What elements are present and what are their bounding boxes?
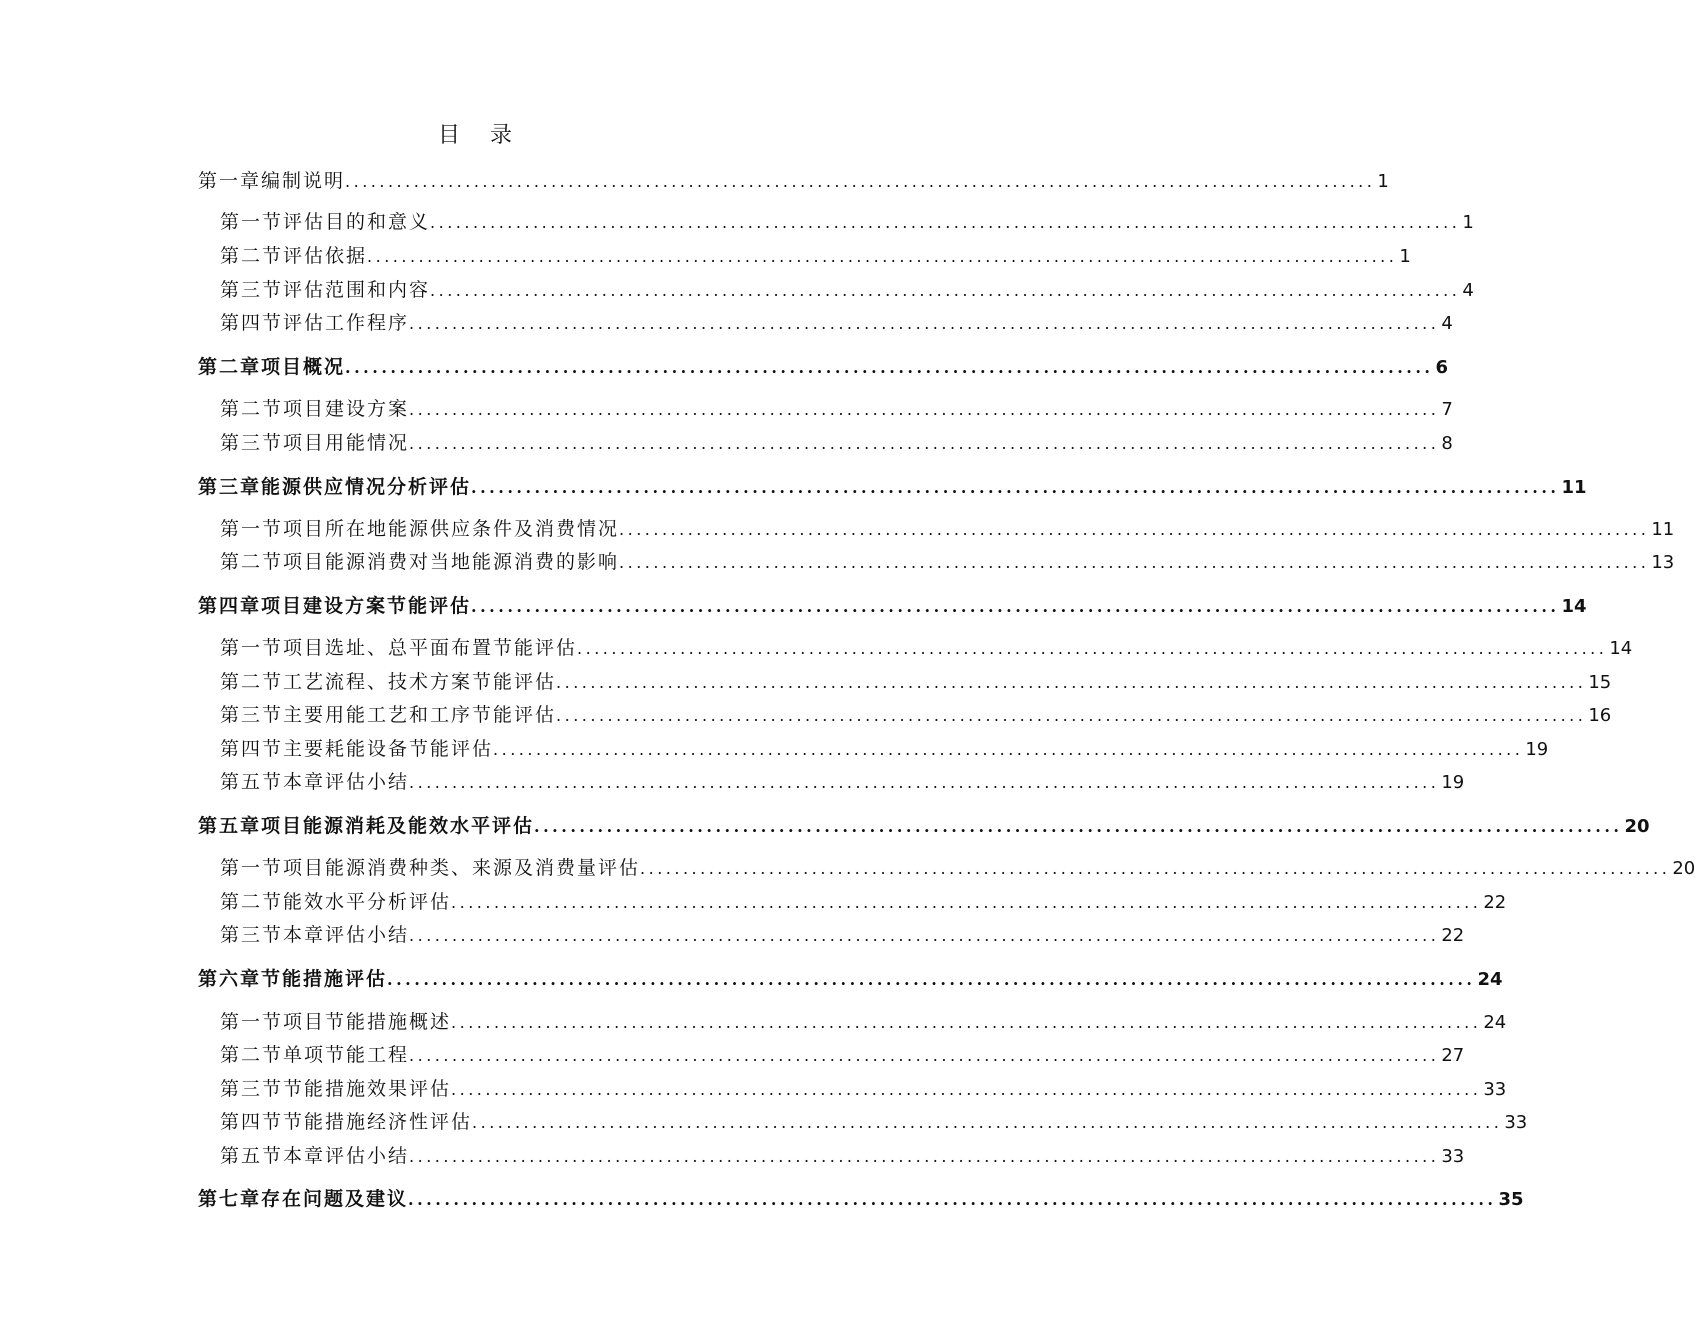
toc-page-number: 19 [1525,739,1549,760]
toc-entry-label: 第一节 [220,637,284,659]
toc-page-number: 6 [1435,357,1448,378]
toc-entry-title: 工艺流程、技术方案节能评估 [283,671,557,693]
toc-page-number: 1 [1377,171,1389,192]
toc-section-entry[interactable] [220,394,1453,421]
toc-entry-title: 项目能源消费对当地能源消费的影响 [283,551,620,573]
toc-entry-title: 本章评估小结 [283,924,410,946]
toc-entry-label: 第五节 [220,1145,284,1167]
toc-entry-title: 项目概况 [261,356,346,378]
toc-page-number: 20 [1672,858,1695,879]
toc-page-number: 33 [1441,1146,1465,1167]
toc-section-entry[interactable] [220,734,1549,761]
toc-chapter-entry[interactable] [198,166,1389,193]
toc-dot-leader: ........................................................................................................................ [451,893,1482,912]
toc-page-number: 1 [1462,212,1474,233]
toc-entry-label: 第二节 [220,245,284,267]
toc-entry-title: 主要用能工艺和工序节能评估 [283,704,557,726]
toc-section-entry[interactable] [220,1074,1507,1101]
toc-chapter-entry[interactable] [198,472,1587,499]
toc-section-entry[interactable] [220,633,1633,660]
toc-dot-leader: ........................................................................................................................ [471,478,1560,497]
toc-entry-label: 第一节 [220,518,284,540]
toc-entry-title: 节能措施经济性评估 [283,1111,473,1133]
toc-entry-title: 项目节能措施概述 [283,1011,452,1033]
toc-dot-leader: ........................................................................................................................ [409,434,1440,453]
toc-entry-title: 项目选址、总平面布置节能评估 [283,637,578,659]
toc-title: 目录 [437,123,542,148]
toc-chapter-entry[interactable] [198,352,1448,379]
toc-dot-leader: ........................................................................................................................ [577,639,1608,658]
toc-dot-leader: ........................................................................................................................ [451,1013,1482,1032]
toc-page-number: 4 [1441,313,1453,334]
toc-dot-leader: ........................................................................................................................ [619,553,1650,572]
toc-entry-title: 项目建设方案节能评估 [261,595,472,617]
toc-entry-label: 第四节 [220,1111,284,1133]
toc-section-entry[interactable] [220,767,1465,794]
toc-section-entry[interactable] [220,547,1675,574]
toc-section-entry[interactable] [220,1040,1465,1067]
toc-entry-label: 第五章 [198,815,262,837]
toc-dot-leader: ........................................................................................................................ [345,172,1376,191]
toc-entry-title: 主要耗能设备节能评估 [283,738,494,760]
toc-entry-title: 存在问题及建议 [261,1188,409,1210]
toc-entry-title: 项目能源消费种类、来源及消费量评估 [283,857,641,879]
toc-section-entry[interactable] [220,1007,1507,1034]
toc-page-number: 15 [1588,672,1612,693]
toc-entry-label: 第一章 [198,170,262,192]
toc-page-number: 19 [1441,772,1465,793]
toc-page-number: 14 [1561,596,1587,617]
toc-section-entry[interactable] [220,700,1612,727]
toc-dot-leader: ........................................................................................................................ [345,358,1434,377]
toc-entry-title: 节能措施评估 [261,968,388,990]
toc-entry-label: 第五节 [220,771,284,793]
toc-dot-leader: ........................................................................................................................ [556,706,1587,725]
toc-chapter-entry[interactable] [198,591,1587,618]
toc-page-number: 7 [1441,399,1453,420]
toc-chapter-entry[interactable] [198,964,1503,991]
toc-section-entry[interactable] [220,207,1474,234]
toc-section-entry[interactable] [220,1107,1528,1134]
toc-page-number: 22 [1483,892,1507,913]
toc-dot-leader: ........................................................................................................................ [471,597,1560,616]
toc-entry-label: 第七章 [198,1188,262,1210]
toc-chapter-entry[interactable] [198,811,1650,838]
toc-entry-label: 第三节 [220,432,284,454]
toc-dot-leader: ........................................................................................................................ [472,1113,1503,1132]
toc-dot-leader: ........................................................................................................................ [556,673,1587,692]
toc-entry-title: 项目能源消耗及能效水平评估 [261,815,535,837]
toc-entry-title: 项目建设方案 [283,398,410,420]
toc-entry-label: 第四节 [220,738,284,760]
toc-entry-label: 第一节 [220,211,284,233]
toc-dot-leader: ........................................................................................................................ [451,1080,1482,1099]
toc-page-number: 33 [1504,1112,1528,1133]
toc-entry-title: 本章评估小结 [283,1145,410,1167]
toc-entry-label: 第二节 [220,891,284,913]
toc-dot-leader: ........................................................................................................................ [387,970,1476,989]
toc-dot-leader: ........................................................................................................................ [409,314,1440,333]
toc-section-entry[interactable] [220,241,1411,268]
toc-page-number: 20 [1624,816,1650,837]
toc-entry-label: 第一节 [220,1011,284,1033]
toc-section-entry[interactable] [220,514,1675,541]
toc-entry-title: 节能措施效果评估 [283,1078,452,1100]
toc-page-number: 22 [1441,925,1465,946]
toc-entry-title: 本章评估小结 [283,771,410,793]
toc-entry-label: 第三节 [220,1078,284,1100]
toc-entry-label: 第四章 [198,595,262,617]
toc-entry-title: 单项节能工程 [283,1044,410,1066]
toc-page-number: 35 [1498,1189,1524,1210]
toc-dot-leader: ........................................................................................................................ [534,817,1623,836]
toc-entry-label: 第二节 [220,551,284,573]
toc-dot-leader: ........................................................................................................................ [430,213,1461,232]
toc-entry-title: 评估依据 [283,245,368,267]
toc-page-number: 24 [1477,969,1503,990]
toc-dot-leader: ........................................................................................................................ [409,773,1440,792]
toc-page-number: 16 [1588,705,1612,726]
toc-dot-leader: ........................................................................................................................ [409,1046,1440,1065]
toc-page-number: 8 [1441,433,1453,454]
toc-entry-title: 项目用能情况 [283,432,410,454]
toc-section-entry[interactable] [220,920,1465,947]
toc-entry-label: 第三章 [198,476,262,498]
toc-page-number: 11 [1561,477,1587,498]
toc-chapter-entry[interactable] [198,1184,1524,1211]
toc-dot-leader: ........................................................................................................................ [409,1147,1440,1166]
toc-page-number: 33 [1483,1079,1507,1100]
toc-dot-leader: ........................................................................................................................ [493,740,1524,759]
toc-entry-label: 第一节 [220,857,284,879]
toc-dot-leader: ........................................................................................................................ [430,281,1461,300]
toc-section-entry[interactable] [220,1141,1465,1168]
toc-entry-title: 能源供应情况分析评估 [261,476,472,498]
toc-page-number: 1 [1399,246,1411,267]
toc-entry-title: 项目所在地能源供应条件及消费情况 [283,518,620,540]
toc-entry-label: 第三节 [220,924,284,946]
toc-entry-label: 第四节 [220,312,284,334]
toc-entry-title: 能效水平分析评估 [283,891,452,913]
toc-entry-label: 第二章 [198,356,262,378]
toc-page-number: 11 [1651,519,1675,540]
toc-dot-leader: ........................................................................................................................ [409,400,1440,419]
toc-section-entry[interactable] [220,887,1507,914]
toc-entry-label: 第六章 [198,968,262,990]
toc-page-number: 24 [1483,1012,1507,1033]
toc-dot-leader: ........................................................................................................................ [367,247,1398,266]
toc-entry-title: 评估目的和意义 [283,211,431,233]
toc-entry-title: 评估范围和内容 [283,279,431,301]
toc-page-number: 14 [1609,638,1633,659]
toc-dot-leader: ........................................................................................................................ [640,859,1671,878]
toc-entry-title: 评估工作程序 [283,312,410,334]
toc-section-entry[interactable] [220,428,1453,455]
toc-dot-leader: ........................................................................................................................ [619,520,1650,539]
toc-entry-title: 编制说明 [261,170,346,192]
toc-dot-leader: ........................................................................................................................ [408,1190,1497,1209]
toc-entry-label: 第三节 [220,704,284,726]
toc-section-entry[interactable] [220,853,1695,880]
toc-page-number: 4 [1462,280,1474,301]
toc-entry-label: 第二节 [220,398,284,420]
toc-entry-label: 第三节 [220,279,284,301]
toc-entry-label: 第二节 [220,1044,284,1066]
toc-section-entry[interactable] [220,667,1612,694]
toc-page-number: 27 [1441,1045,1465,1066]
toc-section-entry[interactable] [220,275,1474,302]
toc-dot-leader: ........................................................................................................................ [409,926,1440,945]
toc-page-number: 13 [1651,552,1675,573]
toc-entry-label: 第二节 [220,671,284,693]
toc-section-entry[interactable] [220,308,1453,335]
